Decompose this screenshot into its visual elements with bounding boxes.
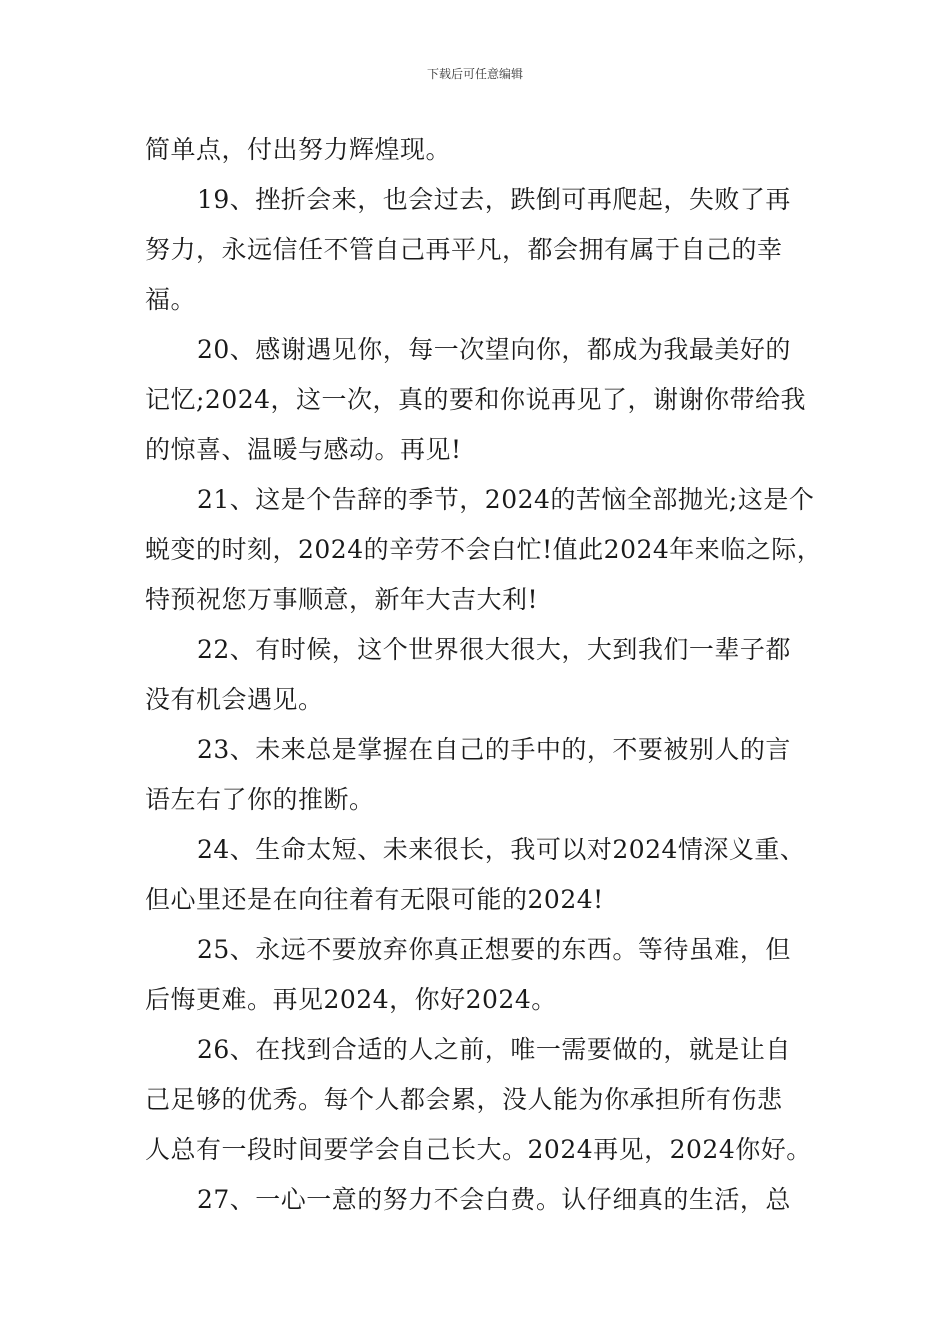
paragraph-21-start: 21、这是个告辞的季节，2024的苦恼全部抛光;这是个	[197, 485, 815, 514]
text-line: 的惊喜、温暖与感动。再见!	[145, 435, 462, 464]
paragraph-24-start: 24、生命太短、未来很长，我可以对2024情深义重、	[197, 835, 806, 864]
paragraph-19-start: 19、挫折会来，也会过去，跌倒可再爬起，失败了再	[197, 185, 791, 214]
document-body	[145, 125, 823, 1225]
text-line: 努力，永远信任不管自己再平凡，都会拥有属于自己的幸	[145, 235, 783, 264]
paragraph-26-start: 26、在找到合适的人之前，唯一需要做的，就是让自	[197, 1035, 791, 1064]
text-line: 没有机会遇见。	[145, 685, 324, 714]
text-line: 简单点，付出努力辉煌现。	[145, 135, 452, 164]
paragraph-23-start: 23、未来总是掌握在自己的手中的，不要被别人的言	[197, 735, 791, 764]
text-line: 蜕变的时刻，2024的辛劳不会白忙!值此2024年来临之际，	[145, 535, 823, 564]
text-line: 福。	[145, 285, 197, 314]
text-line: 但心里还是在向往着有无限可能的2024!	[145, 885, 604, 914]
text-line: 特预祝您万事顺意，新年大吉大利!	[145, 585, 539, 614]
text-line: 己足够的优秀。每个人都会累，没人能为你承担所有伤悲	[145, 1085, 783, 1114]
paragraph-27-start: 27、一心一意的努力不会白费。认仔细真的生活，总	[197, 1185, 791, 1214]
paragraph-25-start: 25、永远不要放弃你真正想要的东西。等待虽难，但	[197, 935, 791, 964]
paragraph-22-start: 22、有时候，这个世界很大很大，大到我们一辈子都	[197, 635, 791, 664]
paragraph-20-start: 20、感谢遇见你，每一次望向你，都成为我最美好的	[197, 335, 791, 364]
text-line: 人总有一段时间要学会自己长大。2024再见，2024你好。	[145, 1135, 812, 1164]
page-header: 下载后可任意编辑	[426, 67, 523, 81]
text-line: 后悔更难。再见2024，你好2024。	[145, 985, 557, 1014]
text-line: 记忆;2024，这一次，真的要和你说再见了，谢谢你带给我	[145, 385, 807, 414]
text-line: 语左右了你的推断。	[145, 785, 375, 814]
